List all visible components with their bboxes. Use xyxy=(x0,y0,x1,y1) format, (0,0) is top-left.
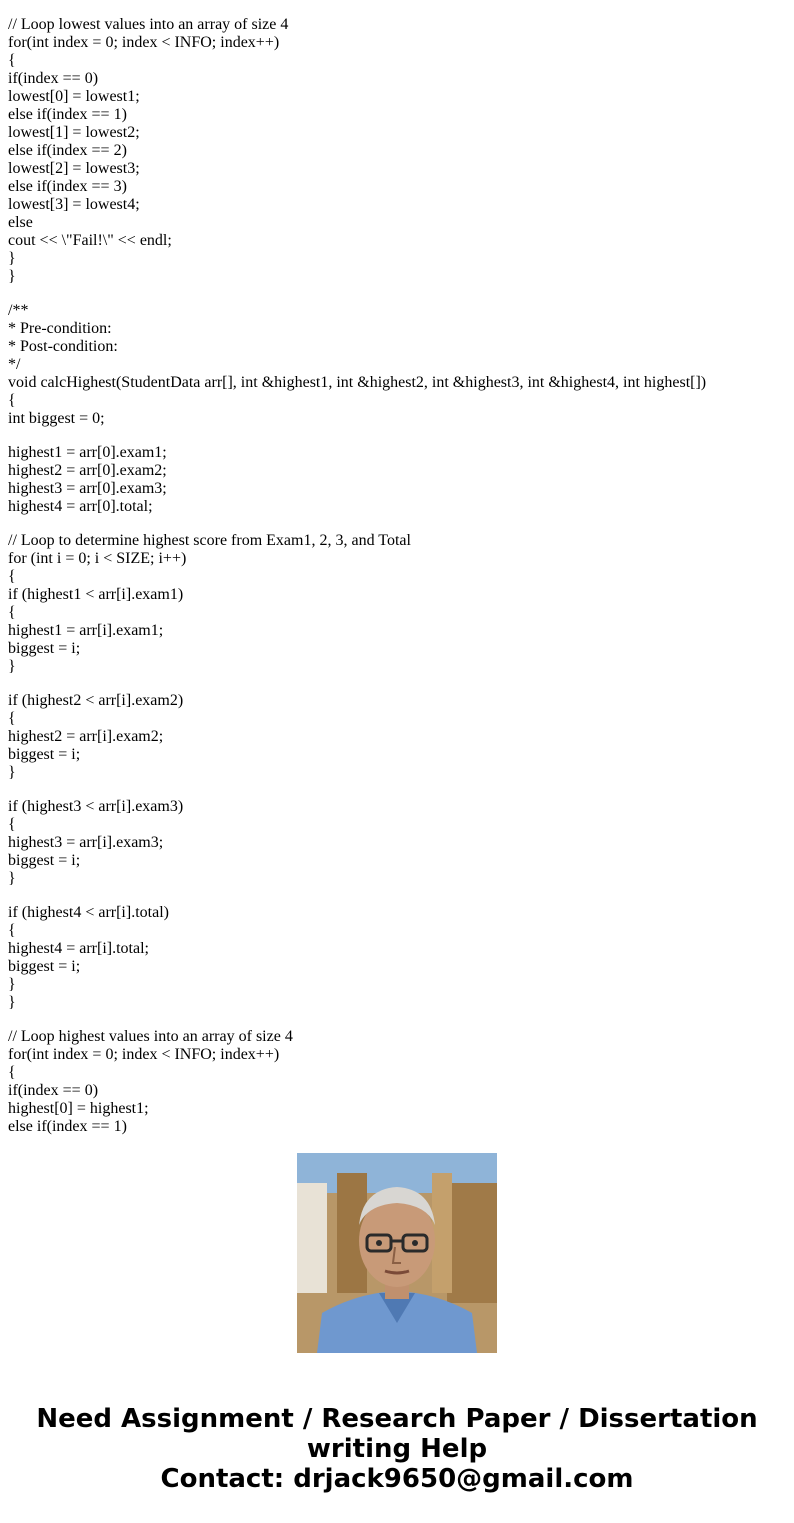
code-line: { xyxy=(8,604,16,621)
code-line: { xyxy=(8,52,16,69)
code-line: { xyxy=(8,710,16,727)
code-line: } xyxy=(8,976,16,993)
code-line: if(index == 0) xyxy=(8,70,99,87)
code-line: biggest = i; xyxy=(8,746,81,763)
code-line: for (int i = 0; i < SIZE; i++) xyxy=(8,550,187,567)
code-line: else if(index == 2) xyxy=(8,142,127,159)
promo-line-1: Need Assignment / Research Paper / Dissertation xyxy=(36,1404,758,1434)
code-line: * Post-condition: xyxy=(8,338,118,355)
code-line: if (highest1 < arr[i].exam1) xyxy=(8,586,184,603)
code-line: for(int index = 0; index < INFO; index++) xyxy=(8,34,280,51)
code-line xyxy=(8,782,788,798)
code-line: highest2 = arr[i].exam2; xyxy=(8,728,164,745)
code-line: else xyxy=(8,214,33,231)
code-line: lowest[3] = lowest4; xyxy=(8,196,140,213)
code-line: } xyxy=(8,994,16,1011)
code-line: { xyxy=(8,568,16,585)
code-line xyxy=(8,516,788,532)
code-line: } xyxy=(8,870,16,887)
code-line: for(int index = 0; index < INFO; index++) xyxy=(8,1046,280,1063)
promo-line-2: writing Help xyxy=(306,1434,488,1464)
code-line: // Loop to determine highest score from Exam1, 2, 3, and Total xyxy=(8,532,411,549)
code-line: { xyxy=(8,922,16,939)
code-line: // Loop highest values into an array of size 4 xyxy=(8,1028,293,1045)
code-line xyxy=(8,1012,788,1028)
code-line: biggest = i; xyxy=(8,640,81,657)
code-line: biggest = i; xyxy=(8,958,81,975)
code-line: else if(index == 1) xyxy=(8,106,127,123)
code-line: if(index == 0) xyxy=(8,1082,99,1099)
code-line: cout << \"Fail!\" << endl; xyxy=(8,232,172,249)
code-line: // Loop lowest values into an array of size 4 xyxy=(8,16,289,33)
code-line: highest3 = arr[0].exam3; xyxy=(8,480,167,497)
code-line: lowest[0] = lowest1; xyxy=(8,88,140,105)
code-line: /** xyxy=(8,302,29,319)
person-photo-icon xyxy=(297,1153,497,1353)
code-line: } xyxy=(8,268,16,285)
code-line: } xyxy=(8,764,16,781)
code-line: highest4 = arr[0].total; xyxy=(8,498,153,515)
code-line: else if(index == 1) xyxy=(8,1118,127,1135)
code-line: } xyxy=(8,658,16,675)
promo-line-3: Contact: drjack9650@gmail.com xyxy=(160,1464,634,1494)
code-line: biggest = i; xyxy=(8,852,81,869)
code-line: highest2 = arr[0].exam2; xyxy=(8,462,167,479)
code-line: * Pre-condition: xyxy=(8,320,112,337)
code-line: if (highest2 < arr[i].exam2) xyxy=(8,692,184,709)
code-line: lowest[2] = lowest3; xyxy=(8,160,140,177)
code-line: highest[0] = highest1; xyxy=(8,1100,149,1117)
code-line: if (highest4 < arr[i].total) xyxy=(8,904,169,921)
code-line: { xyxy=(8,816,16,833)
code-line: lowest[1] = lowest2; xyxy=(8,124,140,141)
code-line: highest1 = arr[i].exam1; xyxy=(8,622,164,639)
code-line xyxy=(8,676,788,692)
code-line: else if(index == 3) xyxy=(8,178,127,195)
code-line: */ xyxy=(8,356,21,373)
code-line: } xyxy=(8,250,16,267)
code-line xyxy=(8,888,788,904)
code-line: if (highest3 < arr[i].exam3) xyxy=(8,798,184,815)
promo-banner xyxy=(0,1404,794,1494)
code-text-block xyxy=(8,16,788,1135)
code-line: void calcHighest(StudentData arr[], int &highest1, int &highest2, int &highest3, int &highest4, int highest[]) xyxy=(8,374,707,391)
code-line: { xyxy=(8,1064,16,1081)
code-line xyxy=(8,428,788,444)
code-line: highest3 = arr[i].exam3; xyxy=(8,834,164,851)
avatar xyxy=(297,1153,497,1353)
code-line xyxy=(8,286,788,302)
code-line: int biggest = 0; xyxy=(8,410,105,427)
code-line: highest1 = arr[0].exam1; xyxy=(8,444,167,461)
code-line: { xyxy=(8,392,16,409)
code-line: highest4 = arr[i].total; xyxy=(8,940,149,957)
